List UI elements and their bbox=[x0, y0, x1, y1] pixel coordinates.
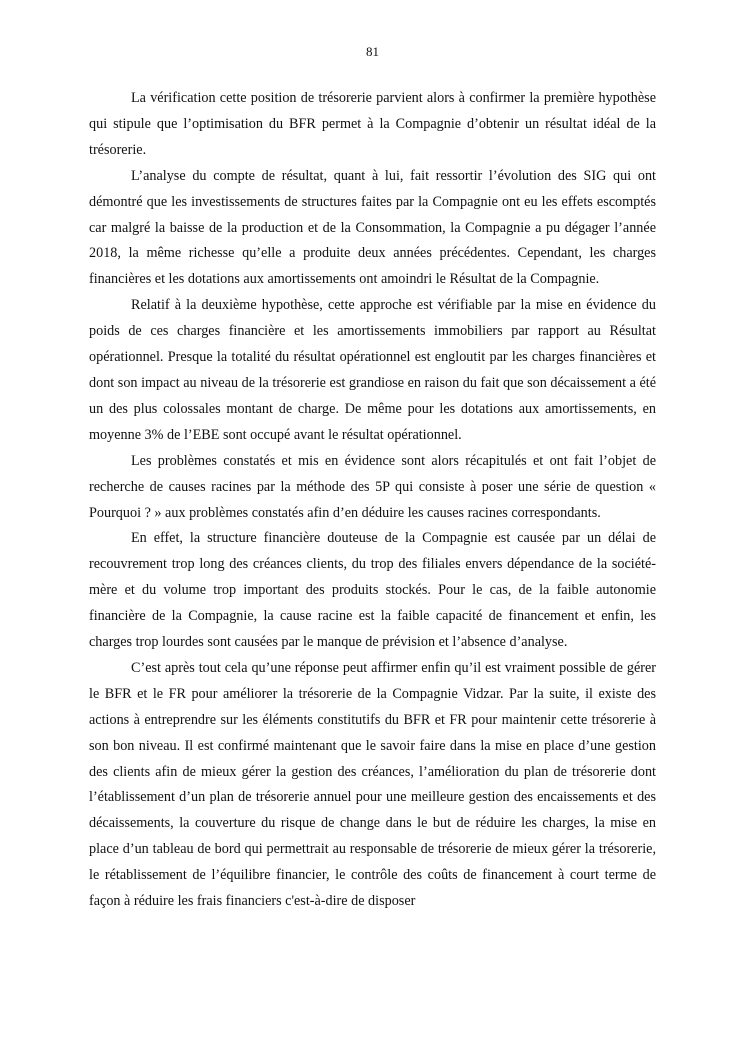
paragraph-conclusion: C’est après tout cela qu’une réponse peut affirmer enfin qu’il est vraiment possible de gérer le BFR et le FR pour améliorer la trésorerie de la Compagnie Vidzar. Par la suite, il existe des actions à entreprendre sur les éléments constitutifs du BFR et FR pour maintenir cette trésorerie à son bon niveau. Il est confirmé maintenant que le savoir faire dans la mise en place d’une gestion des clients afin de mieux gérer la gestion des créances, l’amélioration du plan de trésorerie dont l’établissement d’un plan de trésorerie annuel pour une meilleure gestion des encaissements et des décaissements, la couverture du risque de change dans le but de réduire les charges, la mise en place d’un tableau de bord qui permettrait au responsable de trésorerie de mieux gérer la trésorerie, le rétablissement de l’équilibre financier, le contrôle des coûts de financement à court terme de façon à réduire les frais financiers c'est-à-dire de disposer bbox=[89, 659, 656, 910]
paragraph-financial-structure: En effet, la structure financière douteuse de la Compagnie est causée par un délai de recouvrement trop long des créances clients, du trop des filiales envers dépendance de la société-mère et du volume trop important des produits stockés. Pour le cas, de la faible autonomie financière de la Compagnie, la cause racine est la faible capacité de financement et enfin, les charges trop lourdes sont causées par le manque de prévision et l’absence d’analyse. bbox=[89, 530, 656, 651]
paragraph-income-statement: L’analyse du compte de résultat, quant à lui, fait ressortir l’évolution des SIG qui ont démontré que les investissements de structures faites par la Compagnie ont eu les effets escomptés car malgré la baisse de la production et de la Consommation, la Compagnie a pu dégager l’année 2018, la même richesse qu’elle a produite deux années précédentes. Cependant, les charges financières et les dotations aux amortissements ont amoindri le Résultat de la Compagnie. bbox=[89, 167, 656, 288]
page-number: 81 bbox=[366, 44, 379, 59]
paragraph-root-causes: Les problèmes constatés et mis en évidence sont alors récapitulés et ont fait l’objet de recherche de causes racines par la méthode des 5P qui consiste à poser une série de question « Pourquoi ? » aux problèmes constatés afin d’en déduire les causes racines correspondants. bbox=[89, 452, 656, 521]
paragraph-hypothesis-one: La vérification cette position de trésorerie parvient alors à confirmer la première hypothèse qui stipule que l’optimisation du BFR permet à la Compagnie d’obtenir un résultat idéal de la trésorerie. bbox=[89, 90, 656, 158]
paragraph-hypothesis-two: Relatif à la deuxième hypothèse, cette approche est vérifiable par la mise en évidence du poids de ces charges financière et les amortissements immobiliers par rapport au Résultat opérationnel. Presque la totalité du résultat opérationnel est engloutit par les charges financières et dont son impact au niveau de la trésorerie est grandiose en raison du fait que son décaissement a été un des plus colossales montant de charge. De même pour les dotations aux amortissements, en moyenne 3% de l’EBE sont occupé avant le résultat opérationnel. bbox=[89, 297, 656, 443]
body-text bbox=[89, 86, 656, 915]
